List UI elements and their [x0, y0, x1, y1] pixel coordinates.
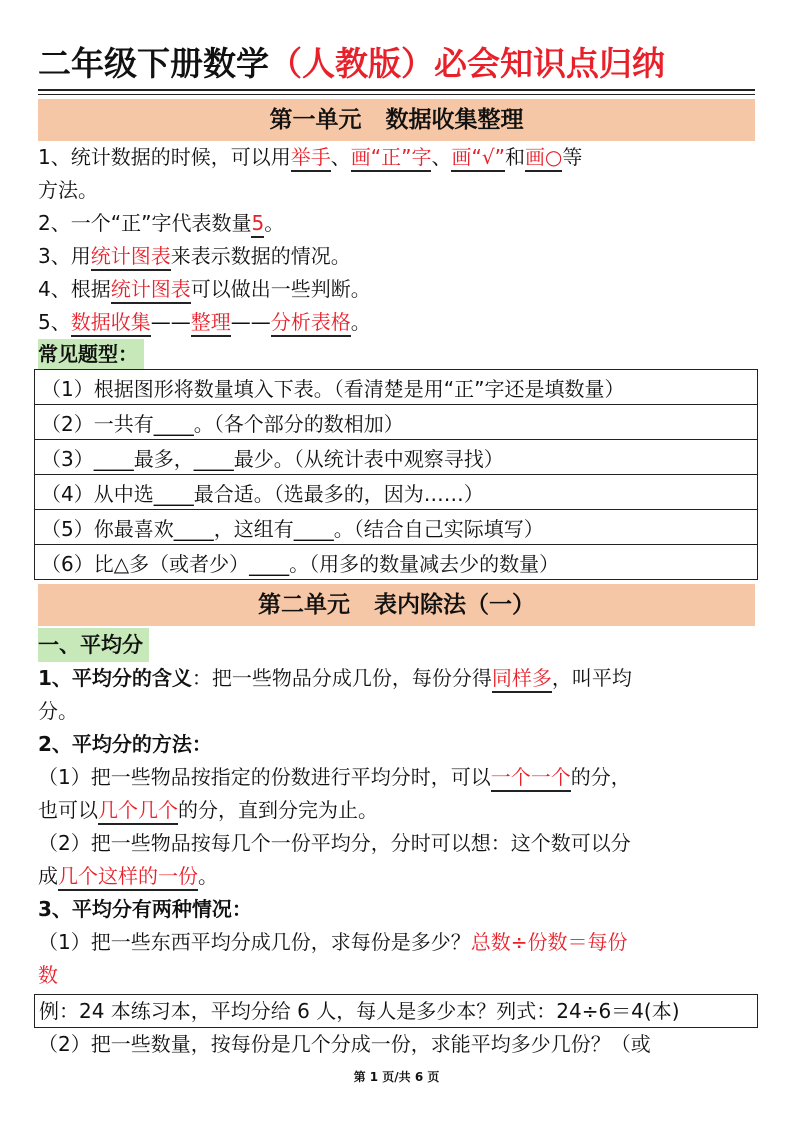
keyword: 举手 [291, 145, 331, 172]
keyword: 画“正”字 [351, 145, 432, 172]
keyword: 整理 [191, 310, 231, 337]
unit2-p3c: （2）把一些数量，按每份是几个分成一份，求能平均多少几份？（或 [38, 1032, 651, 1056]
table-cell: （5）你最喜欢____，这组有____。（结合自己实际填写） [35, 510, 758, 545]
unit1-item1 [38, 141, 755, 174]
unit2-p1 [38, 662, 755, 695]
text: 。 [350, 310, 371, 334]
unit1-name: 数据收集整理 [385, 107, 524, 133]
keyword: 几个几个 [98, 798, 178, 825]
text: 4、根据 [38, 277, 111, 301]
text: 成 [38, 864, 58, 888]
title-rule [38, 89, 755, 95]
unit2-p1-cont: 分。 [38, 699, 78, 723]
keyword: 统计图表 [91, 244, 171, 271]
keyword: 同样多 [492, 666, 552, 693]
text: 可以做出一些判断。 [190, 277, 371, 301]
text: 5、 [38, 310, 71, 334]
table-row [35, 405, 758, 440]
text: （1）把一些物品按指定的份数进行平均分时，可以 [38, 765, 491, 789]
keyword: 几个这样的一份 [58, 864, 198, 891]
table-cell: （6）比△多（或者少）____。（用多的数量减去少的数量） [35, 545, 758, 580]
text: 、 [330, 145, 351, 169]
text: 1、平均分的含义 [38, 666, 192, 690]
unit2-p2b [38, 794, 755, 827]
section-heading: 一、平均分 [38, 628, 149, 662]
table-row [35, 475, 758, 510]
text: 等 [562, 145, 583, 169]
unit2-number: 第二单元 [258, 592, 350, 618]
unit2-name: 表内除法（一） [374, 592, 535, 618]
keyword: 数据收集 [71, 310, 151, 337]
formula: 总数÷份数＝每份 [470, 930, 628, 954]
unit1-number: 第一单元 [269, 107, 362, 133]
unit1-item4 [38, 273, 755, 306]
page-title [38, 42, 755, 86]
text: 3、用 [38, 244, 91, 268]
text: —— [230, 310, 271, 334]
text: 也可以 [38, 798, 98, 822]
keyword: 画○ [525, 145, 562, 172]
table-cell: （2）一共有____。（各个部分的数相加） [35, 405, 758, 440]
text: 的分，直到分完为止。 [178, 798, 378, 822]
table-cell: （4）从中选____最合适。（选最多的，因为……） [35, 475, 758, 510]
keyword: 分析表格 [271, 310, 351, 337]
unit2-p2c: （2）把一些物品按每几个一份平均分，分时可以想：这个数可以分 [38, 831, 631, 855]
unit1-item5 [38, 306, 755, 339]
unit2-p3a-cont: 数 [38, 963, 58, 987]
keyword: 一个一个 [491, 765, 571, 792]
table-row [35, 545, 758, 580]
text: 1、统计数据的时候，可以用 [38, 145, 291, 169]
text: 。 [264, 211, 285, 235]
unit2-p3-heading: 3、平均分有两种情况： [38, 897, 252, 921]
title-part1: 二年级下册数学 [38, 44, 269, 83]
title-part2: （人教版） [269, 44, 434, 83]
unit2-p2a [38, 761, 755, 794]
question-types-table [34, 369, 758, 580]
title-part3: 必会知识点归纳 [434, 44, 665, 83]
text: ：把一些物品分成几份，每份分得 [191, 666, 492, 690]
table-row [35, 370, 758, 405]
text: 。 [198, 864, 218, 888]
unit1-item1-cont: 方法。 [38, 178, 98, 202]
keyword: 5 [251, 211, 264, 238]
unit2-p3a [38, 926, 755, 959]
table-cell: （1）根据图形将数量填入下表。（看清楚是用“正”字还是填数量） [35, 370, 758, 405]
table-row [35, 440, 758, 475]
text: —— [150, 310, 191, 334]
example-box: 例：24 本练习本，平均分给 6 人，每人是多少本？列式：24÷6＝4(本) [34, 994, 758, 1028]
text: （1）把一些东西平均分成几份，求每份是多少？ [38, 930, 471, 954]
text: ，叫平均 [551, 666, 632, 690]
unit2-header [38, 584, 755, 626]
unit1-item3 [38, 240, 755, 273]
text: 2、一个“正”字代表数量 [38, 211, 252, 235]
text: 来表示数据的情况。 [170, 244, 351, 268]
types-label: 常见题型： [38, 339, 144, 369]
unit2-p2-heading: 2、平均分的方法： [38, 732, 212, 756]
unit1-item2 [38, 207, 755, 240]
page-footer: 第 1 页/共 6 页 [353, 1070, 440, 1084]
unit1-header [38, 99, 755, 141]
text: 的分， [570, 765, 631, 789]
keyword: 画“√” [451, 145, 504, 172]
keyword: 统计图表 [111, 277, 191, 304]
text: 、 [431, 145, 452, 169]
unit2-p2d [38, 860, 755, 893]
table-cell: （3）____最多，____最少。（从统计表中观察寻找） [35, 440, 758, 475]
page [38, 0, 755, 1061]
text: 和 [504, 145, 525, 169]
table-row [35, 510, 758, 545]
